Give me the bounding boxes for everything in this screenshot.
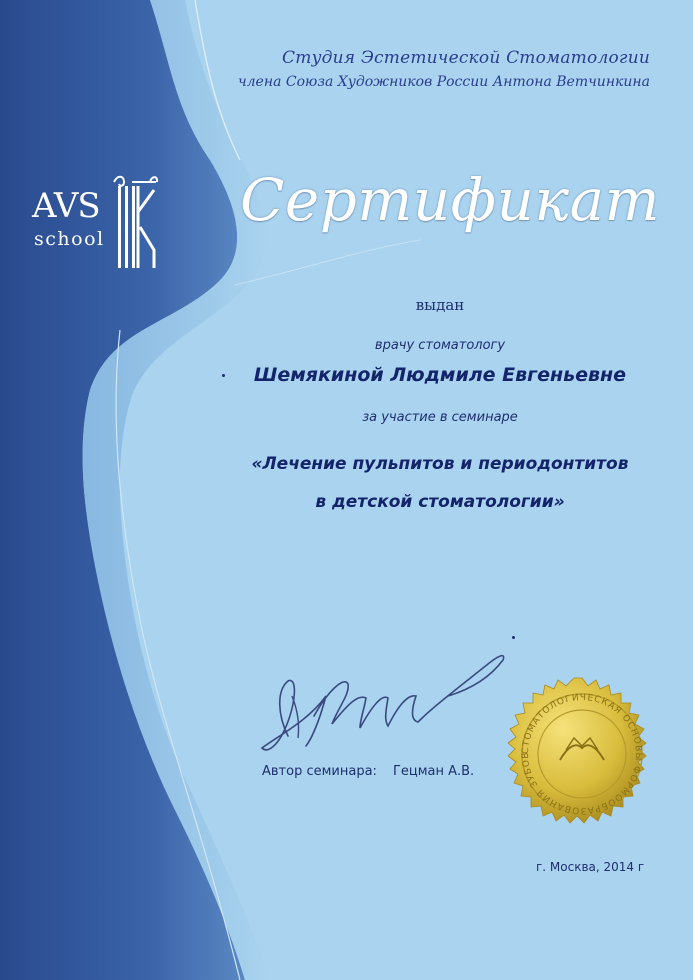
city-and-date: г. Москва, 2014 г (536, 860, 645, 874)
author-label: Автор семинара: (262, 764, 377, 779)
studio-owner: члена Союза Художников России Антона Ветчинкина (237, 74, 650, 90)
certificate-title: Сертификат (240, 166, 661, 234)
handwritten-signature (248, 636, 508, 766)
issued-label: выдан (415, 296, 465, 314)
ink-dot (512, 636, 515, 639)
studio-header (230, 48, 650, 90)
recipient-role: врачу стоматологу (374, 338, 506, 353)
studio-name: Студия Эстетической Стоматологии (282, 48, 650, 68)
seal-ring-text: СТОМАТОЛОГИЧЕСКАЯ ОСНОВЫ ФОРМООБРАЗОВАНИЯ ЗУБОВ (520, 692, 644, 816)
logo-avs-text: AVS (32, 186, 100, 226)
logo-school-text: school (34, 228, 105, 250)
avs-school-logo (28, 172, 168, 282)
recipient-name: Шемякиной Людмиле Евгеньевне (253, 364, 627, 386)
column-icon (110, 172, 160, 272)
seminar-title-line1: «Лечение пульпитов и периодонтитов (251, 454, 629, 474)
seminar-author (262, 764, 474, 779)
ink-dot (222, 374, 225, 377)
seminar-title-line2: в детской стоматологии» (315, 492, 565, 512)
author-name: Гецман А.В. (392, 764, 475, 779)
participation-label: за участие в семинаре (362, 410, 518, 425)
gold-seal (504, 676, 660, 832)
